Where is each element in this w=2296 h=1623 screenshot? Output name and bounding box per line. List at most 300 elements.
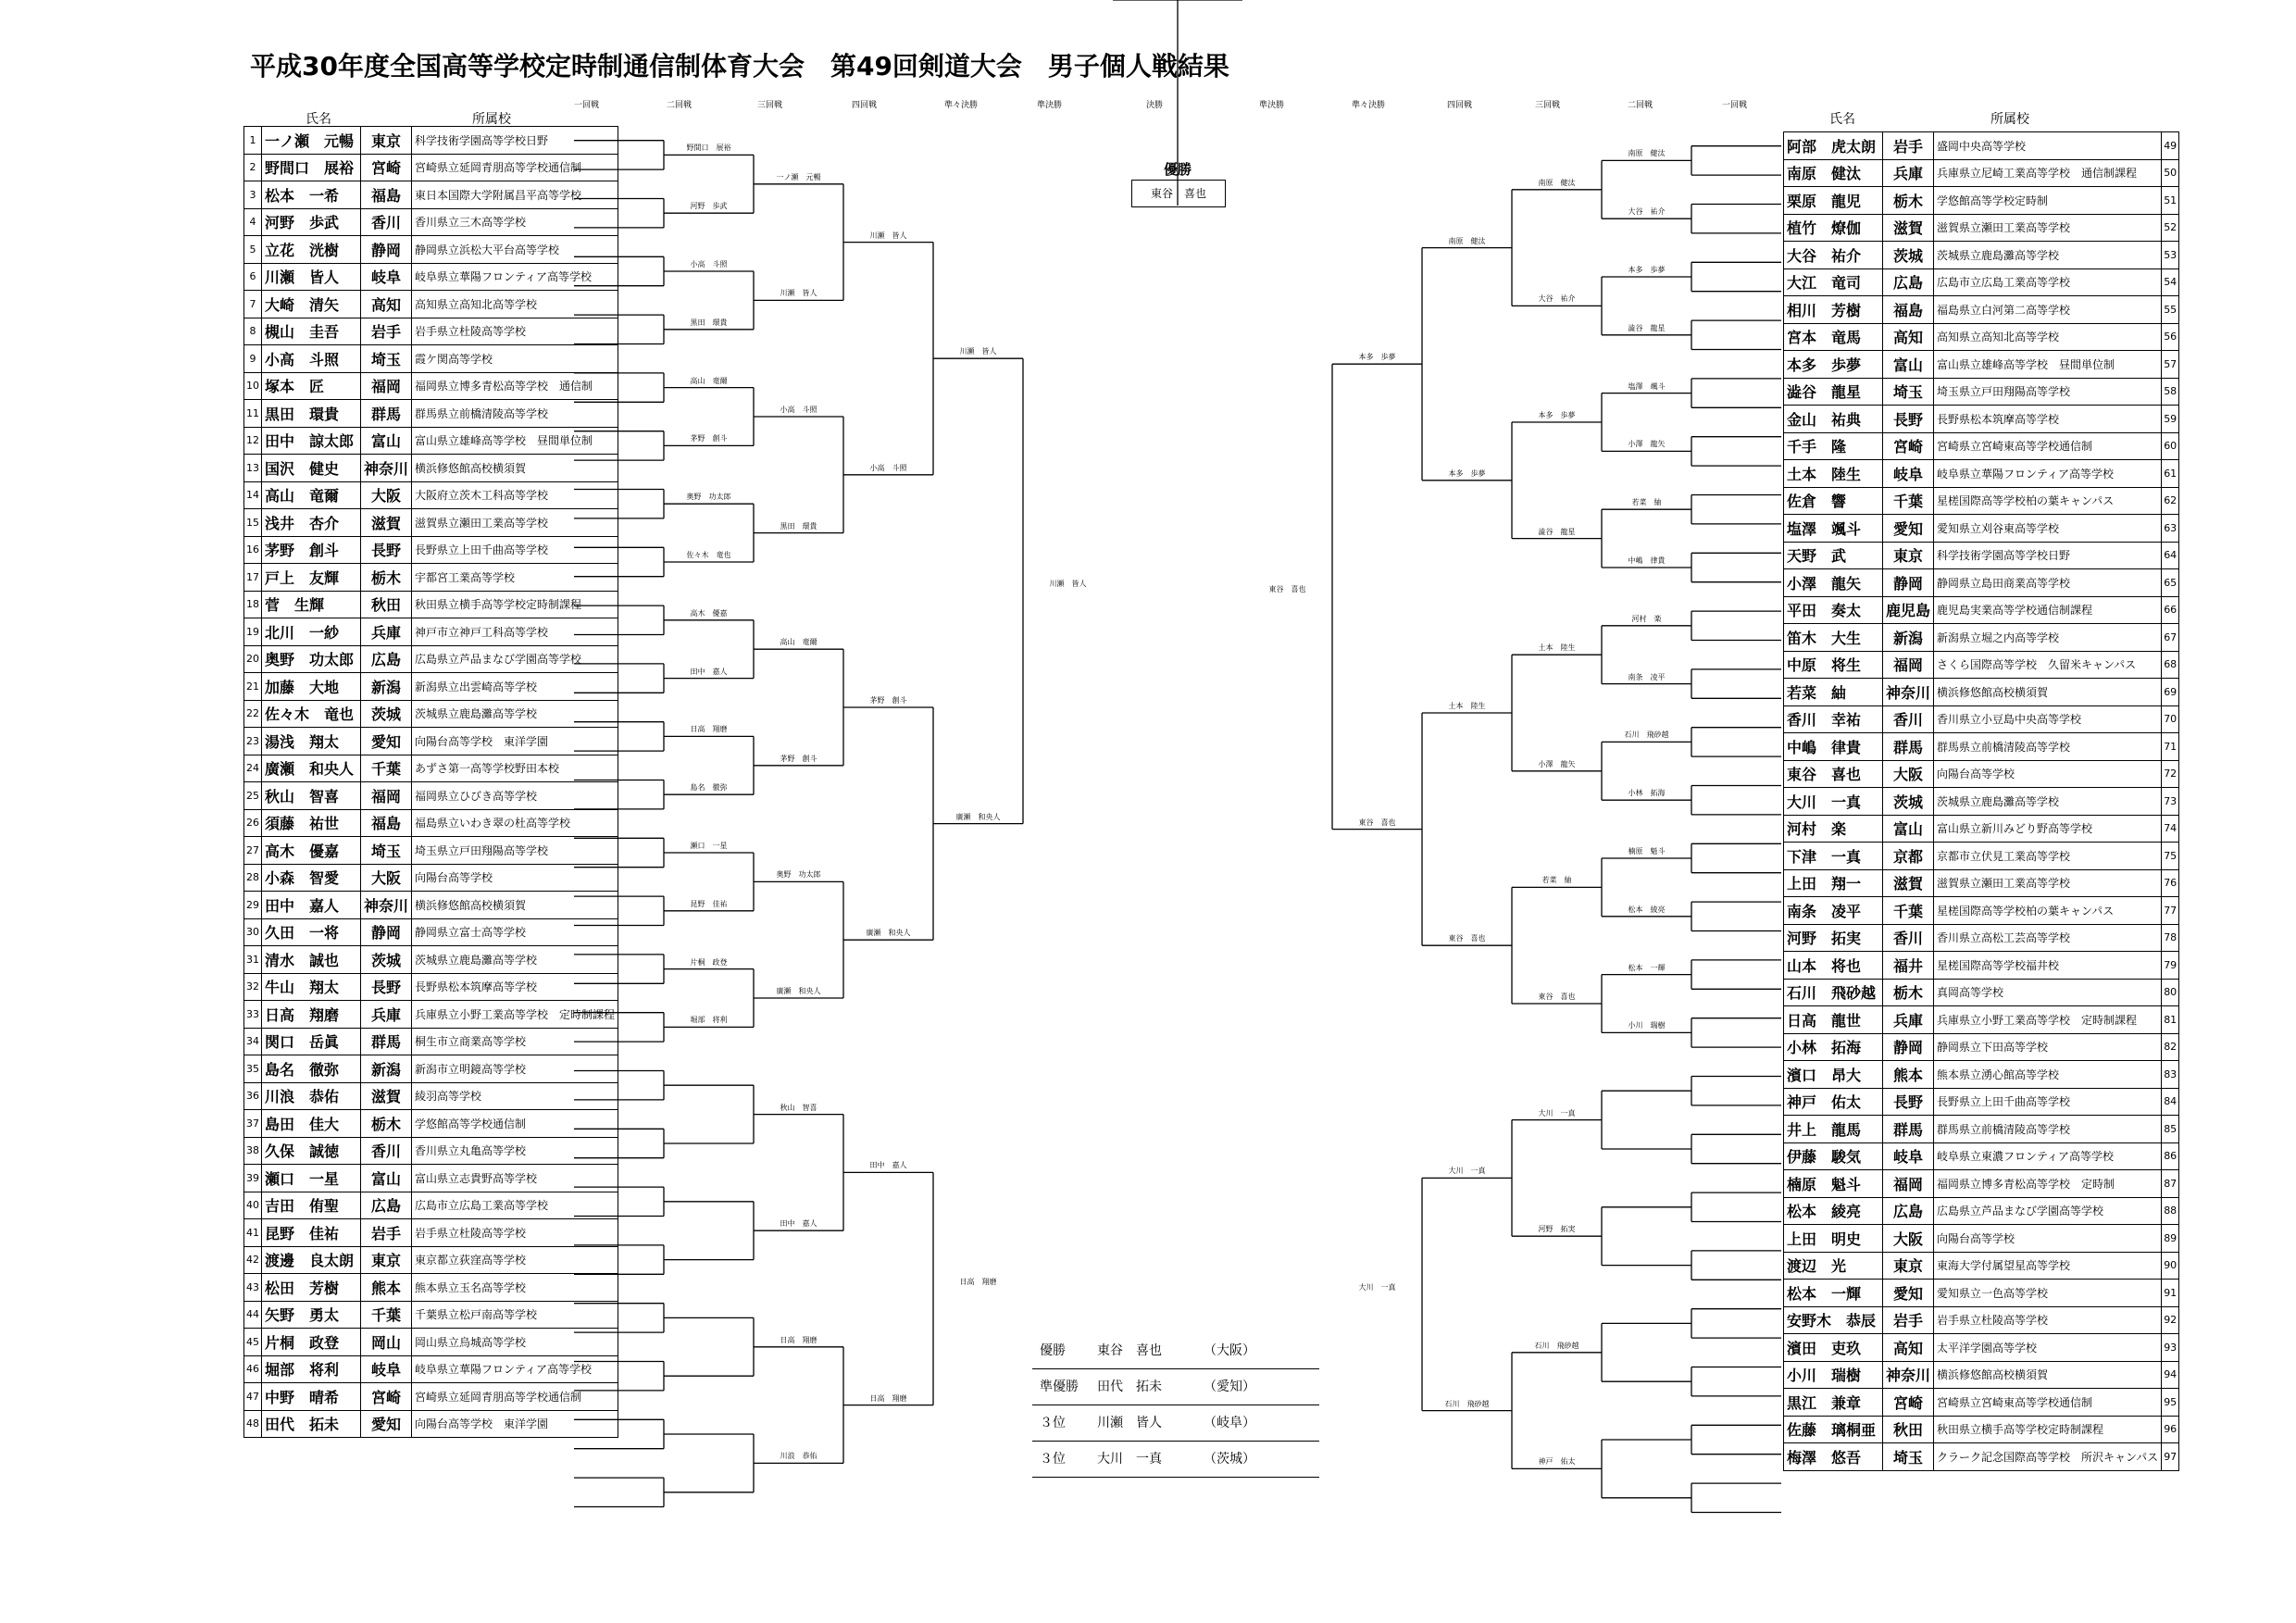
player-name: 井上 龍馬 — [1784, 1116, 1883, 1143]
winner-name: 川瀬 皆人 — [959, 347, 997, 356]
player-prefecture: 大阪 — [1883, 1225, 1934, 1253]
player-prefecture: 熊本 — [1883, 1061, 1934, 1089]
player-name: 久保 誠徳 — [262, 1137, 361, 1165]
player-school: 盛岡中央高等学校 — [1934, 132, 2162, 160]
player-number: 72 — [2162, 760, 2179, 788]
player-name: 日高 翔磨 — [262, 1001, 361, 1029]
player-school: 埼玉県立戸田翔陽高等学校 — [1934, 378, 2162, 406]
player-prefecture: 栃木 — [1883, 187, 1934, 215]
player-prefecture: 栃木 — [1883, 979, 1934, 1006]
player-prefecture: 栃木 — [361, 564, 412, 592]
player-school: クラーク記念国際高等学校 所沢キャンパス — [1934, 1443, 2162, 1471]
player-number: 21 — [244, 673, 262, 701]
winner-name: 本多 歩夢 — [1358, 353, 1396, 362]
winner-name: 茅野 創斗 — [869, 696, 907, 705]
player-number: 71 — [2162, 733, 2179, 761]
player-name: 中嶋 律貴 — [1784, 733, 1883, 761]
winner-name: 河野 拓実 — [1538, 1225, 1576, 1234]
winner-name: 茅野 創斗 — [690, 434, 728, 443]
player-prefecture: 茨城 — [1883, 788, 1934, 816]
player-name: 小林 拓海 — [1784, 1033, 1883, 1061]
player-number: 16 — [244, 536, 262, 564]
player-prefecture: 滋賀 — [361, 1082, 412, 1110]
player-number: 56 — [2162, 323, 2179, 351]
player-prefecture: 大阪 — [361, 864, 412, 892]
player-school: 岩手県立杜陵高等学校 — [412, 318, 618, 345]
player-number: 70 — [2162, 705, 2179, 733]
player-school: 熊本県立湧心館高等学校 — [1934, 1061, 2162, 1089]
player-prefecture: 秋田 — [1883, 1416, 1934, 1443]
player-number: 62 — [2162, 487, 2179, 515]
player-name: 湯浅 翔太 — [262, 728, 361, 755]
player-school: 愛知県立一色高等学校 — [1934, 1280, 2162, 1307]
player-prefecture: 岩手 — [1883, 132, 1934, 160]
player-number: 69 — [2162, 679, 2179, 706]
player-number: 77 — [2162, 897, 2179, 925]
player-prefecture: 愛知 — [361, 1410, 412, 1438]
player-prefecture: 千葉 — [361, 1301, 412, 1329]
player-name: 上田 翔一 — [1784, 869, 1883, 897]
winner-name: 日高 翔磨 — [869, 1393, 907, 1403]
player-school: 富山県立新川みどり野高等学校 — [1934, 815, 2162, 843]
player-name: 笛木 大生 — [1784, 624, 1883, 652]
winner-name: 廣瀬 和央人 — [955, 812, 1001, 821]
player-school: 茨城県立鹿島灘高等学校 — [412, 946, 618, 974]
player-prefecture: 愛知 — [361, 728, 412, 755]
player-prefecture: 兵庫 — [1883, 159, 1934, 187]
player-number: 52 — [2162, 214, 2179, 242]
player-number: 12 — [244, 427, 262, 455]
player-number: 94 — [2162, 1361, 2179, 1389]
winner-name: 小高 斗照 — [780, 406, 817, 414]
player-name: 高木 優嘉 — [262, 837, 361, 865]
player-school: 群馬県立前橋清陵高等学校 — [1934, 1116, 2162, 1143]
player-school: 広島県立芦品まなび学園高等学校 — [1934, 1197, 2162, 1225]
winner-name: 中嶋 律貴 — [1628, 556, 1666, 565]
player-school: さくら国際高等学校 久留米キャンパス — [1934, 651, 2162, 679]
player-name: 金山 祐典 — [1784, 406, 1883, 433]
player-number: 36 — [244, 1082, 262, 1110]
player-prefecture: 千葉 — [1883, 897, 1934, 925]
player-school: 埼玉県立戸田翔陽高等学校 — [412, 837, 618, 865]
player-name: 瀬口 一星 — [262, 1165, 361, 1192]
winner-name: 茅野 創斗 — [780, 754, 817, 763]
player-name: 楠原 魁斗 — [1784, 1170, 1883, 1198]
player-number: 38 — [244, 1137, 262, 1165]
winner-name: 黒田 環貴 — [690, 318, 728, 327]
player-prefecture: 東京 — [1883, 542, 1934, 569]
winner-name: 田中 嘉人 — [690, 667, 728, 676]
winner-name: 小高 斗照 — [869, 463, 907, 472]
player-prefecture: 岐阜 — [361, 1355, 412, 1383]
player-number: 30 — [244, 918, 262, 946]
player-school: 桐生市立商業高等学校 — [412, 1028, 618, 1055]
player-number: 27 — [244, 837, 262, 865]
player-school: 向陽台高等学校 — [1934, 760, 2162, 788]
winner-name: 土本 陸生 — [1448, 702, 1486, 710]
round-header-left: 準々決勝 — [944, 101, 979, 110]
player-school: 群馬県立前橋清陵高等学校 — [1934, 733, 2162, 761]
winner-name: 奥野 功太郎 — [686, 493, 731, 502]
player-school: 長野県松本筑摩高等学校 — [1934, 406, 2162, 433]
player-prefecture: 宮崎 — [1883, 432, 1934, 460]
player-prefecture: 静岡 — [361, 918, 412, 946]
winner-name: 小川 瑞樹 — [1628, 1021, 1666, 1030]
result-label: ３位 — [1040, 1416, 1066, 1430]
player-name: 澁谷 龍星 — [1784, 378, 1883, 406]
player-number: 67 — [2162, 624, 2179, 652]
player-name: 加藤 大地 — [262, 673, 361, 701]
player-name: 佐藤 璃桐亜 — [1784, 1416, 1883, 1443]
player-prefecture: 高知 — [1883, 1334, 1934, 1362]
player-name: 槻山 圭吾 — [262, 318, 361, 345]
player-prefecture: 千葉 — [361, 755, 412, 782]
player-school: 横浜修悠館高校横須賀 — [1934, 1361, 2162, 1389]
player-school: 霞ケ関高等学校 — [412, 345, 618, 373]
player-name: 阿部 虎太朗 — [1784, 132, 1883, 160]
player-prefecture: 香川 — [1883, 705, 1934, 733]
player-name: 河村 楽 — [1784, 815, 1883, 843]
player-name: 野間口 展裕 — [262, 154, 361, 181]
player-number: 89 — [2162, 1225, 2179, 1253]
player-prefecture: 静岡 — [1883, 1033, 1934, 1061]
player-school: 秋田県立横手高等学校定時制課程 — [1934, 1416, 2162, 1443]
player-number: 6 — [244, 263, 262, 291]
player-prefecture: 茨城 — [1883, 242, 1934, 269]
round-header-right: 準決勝 — [1259, 101, 1285, 110]
player-prefecture: 富山 — [1883, 351, 1934, 379]
player-prefecture: 神奈川 — [1883, 679, 1934, 706]
result-name: 大川 一真 — [1097, 1452, 1162, 1467]
round-header-left: 一回戦 — [574, 101, 600, 110]
winner-name: 日高 翔磨 — [690, 725, 728, 734]
player-prefecture: 熊本 — [361, 1274, 412, 1302]
player-number: 11 — [244, 400, 262, 428]
player-number: 8 — [244, 318, 262, 345]
player-school: 鹿児島実業高等学校通信制課程 — [1934, 596, 2162, 624]
result-prefecture: （岐阜） — [1204, 1416, 1255, 1430]
result-name: 田代 拓未 — [1097, 1380, 1162, 1394]
player-name: 小森 智愛 — [262, 864, 361, 892]
player-name: 黒田 環貴 — [262, 400, 361, 428]
player-school: 福岡県立博多青松高等学校 通信制 — [412, 372, 618, 400]
player-school: 愛知県立刈谷東高等学校 — [1934, 515, 2162, 543]
player-school: 兵庫県立尼崎工業高等学校 通信制課程 — [1934, 159, 2162, 187]
player-school: 茨城県立鹿島灘高等学校 — [1934, 788, 2162, 816]
winner-name: 塩澤 颯斗 — [1628, 381, 1666, 391]
player-name: 神戸 佑太 — [1784, 1088, 1883, 1116]
player-school: 東海大学付属望星高等学校 — [1934, 1252, 2162, 1280]
player-school: 横浜修悠館高校横須賀 — [412, 892, 618, 919]
winner-name: 本多 歩夢 — [1538, 411, 1576, 419]
player-school: 向陽台高等学校 東洋学園 — [412, 728, 618, 755]
player-name: 南条 凌平 — [1784, 897, 1883, 925]
winner-name: 河村 楽 — [1631, 614, 1662, 623]
player-prefecture: 福島 — [361, 181, 412, 209]
player-number: 82 — [2162, 1033, 2179, 1061]
player-prefecture: 長野 — [361, 536, 412, 564]
player-school: 向陽台高等学校 — [412, 864, 618, 892]
player-name: 下津 一真 — [1784, 843, 1883, 870]
winner-name: 日高 翔磨 — [780, 1335, 817, 1344]
player-name: 梅澤 悠吾 — [1784, 1443, 1883, 1471]
player-school: 広島県立芦品まなび学園高等学校 — [412, 645, 618, 673]
player-prefecture: 長野 — [1883, 1088, 1934, 1116]
player-school: 群馬県立前橋清陵高等学校 — [412, 400, 618, 428]
player-name: 日高 龍世 — [1784, 1006, 1883, 1034]
player-number: 35 — [244, 1055, 262, 1083]
player-school: 岐阜県立東濃フロンティア高等学校 — [1934, 1142, 2162, 1170]
winner-name: 南原 健汰 — [1448, 236, 1486, 245]
player-prefecture: 福岡 — [361, 372, 412, 400]
player-number: 31 — [244, 946, 262, 974]
player-name: 小高 斗照 — [262, 345, 361, 373]
result-label: 優勝 — [1040, 1343, 1066, 1358]
winner-name: 河野 歩武 — [690, 202, 728, 211]
winner-name: 川瀬 皆人 — [869, 231, 907, 240]
player-number: 61 — [2162, 460, 2179, 488]
player-name: 牛山 翔太 — [262, 973, 361, 1001]
player-prefecture: 兵庫 — [361, 1001, 412, 1029]
player-school: 新潟県立出雲崎高等学校 — [412, 673, 618, 701]
player-prefecture: 広島 — [1883, 1197, 1934, 1225]
champion-label: 優勝 — [1163, 161, 1192, 178]
winner-name: 大川 一真 — [1358, 1283, 1396, 1292]
player-name: 相川 芳樹 — [1784, 296, 1883, 324]
winner-name: 島名 徹弥 — [690, 783, 728, 793]
winner-name: 石川 飛砂越 — [1444, 1399, 1490, 1408]
player-number: 59 — [2162, 406, 2179, 433]
winner-name: 一ノ瀬 元暢 — [776, 172, 821, 181]
winner-name: 東谷 喜也 — [1538, 993, 1576, 1001]
player-prefecture: 静岡 — [1883, 569, 1934, 597]
winner-name: 澁谷 龍星 — [1628, 323, 1666, 332]
player-name: 佐々木 竜也 — [262, 700, 361, 728]
player-school: 広島市立広島工業高等学校 — [412, 1192, 618, 1219]
player-school: 滋賀県立瀬田工業高等学校 — [412, 509, 618, 537]
player-prefecture: 栃木 — [361, 1110, 412, 1138]
player-name: 清水 誠也 — [262, 946, 361, 974]
winner-name: 本多 歩夢 — [1448, 468, 1486, 478]
player-prefecture: 福岡 — [1883, 651, 1934, 679]
player-number: 47 — [244, 1383, 262, 1411]
player-prefecture: 新潟 — [361, 673, 412, 701]
player-school: 高知県立高知北高等学校 — [1934, 323, 2162, 351]
player-prefecture: 愛知 — [1883, 515, 1934, 543]
player-number: 2 — [244, 154, 262, 181]
player-number: 81 — [2162, 1006, 2179, 1034]
player-prefecture: 兵庫 — [361, 618, 412, 646]
player-school: 科学技術学園高等学校日野 — [1934, 542, 2162, 569]
player-number: 74 — [2162, 815, 2179, 843]
player-name: 若菜 紬 — [1784, 679, 1883, 706]
player-number: 10 — [244, 372, 262, 400]
player-school: 横浜修悠館高校横須賀 — [1934, 679, 2162, 706]
player-number: 87 — [2162, 1170, 2179, 1198]
player-number: 39 — [244, 1165, 262, 1192]
player-school: 静岡県立下田高等学校 — [1934, 1033, 2162, 1061]
player-name: 関口 岳眞 — [262, 1028, 361, 1055]
round-header-left: 準決勝 — [1037, 101, 1063, 110]
winner-name: 田中 嘉人 — [869, 1161, 907, 1170]
player-name: 堀部 将利 — [262, 1355, 361, 1383]
winner-name: 大川 一真 — [1538, 1108, 1576, 1117]
player-school: 香川県立丸亀高等学校 — [412, 1137, 618, 1165]
player-name: 塚本 匠 — [262, 372, 361, 400]
player-prefecture: 宮崎 — [361, 1383, 412, 1411]
winner-name: 秋山 智喜 — [780, 1103, 817, 1112]
player-prefecture: 福島 — [361, 809, 412, 837]
player-prefecture: 千葉 — [1883, 487, 1934, 515]
player-number: 73 — [2162, 788, 2179, 816]
player-number: 93 — [2162, 1334, 2179, 1362]
result-name: 川瀬 皆人 — [1097, 1416, 1162, 1430]
player-prefecture: 新潟 — [1883, 624, 1934, 652]
player-number: 64 — [2162, 542, 2179, 569]
result-row — [1032, 1369, 1319, 1405]
player-school: 静岡県立富士高等学校 — [412, 918, 618, 946]
winner-name: 田中 嘉人 — [780, 1219, 817, 1229]
player-prefecture: 福岡 — [361, 782, 412, 810]
player-school: 長野県立上田千曲高等学校 — [412, 536, 618, 564]
winner-name: 澁谷 龍星 — [1538, 527, 1576, 536]
results-summary — [1032, 1333, 1319, 1478]
player-prefecture: 秋田 — [361, 591, 412, 618]
player-name: 川瀬 皆人 — [262, 263, 361, 291]
player-name: 田代 拓未 — [262, 1410, 361, 1438]
player-school: 京都市立伏見工業高等学校 — [1934, 843, 2162, 870]
player-name: 東谷 喜也 — [1784, 760, 1883, 788]
player-name: 河野 歩武 — [262, 208, 361, 236]
player-name: 一ノ瀬 元暢 — [262, 127, 361, 155]
player-school: 香川県立小豆島中央高等学校 — [1934, 705, 2162, 733]
player-name: 河野 拓実 — [1784, 924, 1883, 952]
winner-name: 小林 拓海 — [1628, 789, 1666, 798]
player-school: 熊本県立玉名高等学校 — [412, 1274, 618, 1302]
player-name: 上田 明史 — [1784, 1225, 1883, 1253]
winner-name: 高山 竜爾 — [690, 376, 728, 385]
player-name: 川浪 恭佑 — [262, 1082, 361, 1110]
player-school: 福島県立いわき翠の杜高等学校 — [412, 809, 618, 837]
player-school: 新潟市立明鏡高等学校 — [412, 1055, 618, 1083]
player-name: 立花 洸樹 — [262, 236, 361, 264]
round-header-right: 四回戦 — [1447, 101, 1473, 110]
player-prefecture: 高知 — [361, 291, 412, 318]
winner-name: 佐々木 竜也 — [686, 551, 731, 559]
player-name: 戸上 友輝 — [262, 564, 361, 592]
player-number: 90 — [2162, 1252, 2179, 1280]
player-name: 秋山 智喜 — [262, 782, 361, 810]
round-header-left: 四回戦 — [852, 101, 878, 110]
winner-name: 川瀬 皆人 — [780, 289, 817, 298]
player-prefecture: 滋賀 — [1883, 214, 1934, 242]
winner-name: 土本 陸生 — [1538, 643, 1576, 653]
player-number: 58 — [2162, 378, 2179, 406]
player-school: 香川県立高松工芸高等学校 — [1934, 924, 2162, 952]
school-header-left: 所属校 — [472, 112, 511, 127]
player-school: 岐阜県立華陽フロンティア高等学校 — [412, 263, 618, 291]
winner-name: 奥野 功太郎 — [776, 870, 821, 880]
player-school: 富山県立雄峰高等学校 昼間単位制 — [1934, 351, 2162, 379]
player-prefecture: 福井 — [1883, 952, 1934, 980]
winner-name: 小澤 龍矢 — [1538, 759, 1576, 768]
result-prefecture: （大阪） — [1204, 1343, 1255, 1358]
player-name: 塩澤 颯斗 — [1784, 515, 1883, 543]
winner-name: 野間口 展裕 — [686, 144, 731, 153]
player-prefecture: 群馬 — [361, 1028, 412, 1055]
player-name: 千手 隆 — [1784, 432, 1883, 460]
player-name: 中野 晴希 — [262, 1383, 361, 1411]
player-name: 大谷 祐介 — [1784, 242, 1883, 269]
player-prefecture: 長野 — [1883, 406, 1934, 433]
player-prefecture: 埼玉 — [1883, 1443, 1934, 1471]
player-prefecture: 群馬 — [1883, 1116, 1934, 1143]
player-prefecture: 岐阜 — [361, 263, 412, 291]
winner-name: 大川 一真 — [1448, 1167, 1486, 1176]
player-name: 安野木 恭辰 — [1784, 1306, 1883, 1334]
player-name: 植竹 燎伽 — [1784, 214, 1883, 242]
player-number: 32 — [244, 973, 262, 1001]
player-name: 天野 武 — [1784, 542, 1883, 569]
player-prefecture: 東京 — [361, 127, 412, 155]
player-school: 太平洋学園高等学校 — [1934, 1334, 2162, 1362]
player-prefecture: 兵庫 — [1883, 1006, 1934, 1034]
winner-name: 昆野 佳祐 — [690, 899, 728, 908]
player-prefecture: 広島 — [361, 645, 412, 673]
player-number: 85 — [2162, 1116, 2179, 1143]
player-number: 66 — [2162, 596, 2179, 624]
winner-name: 小澤 龍矢 — [1628, 440, 1666, 449]
player-number: 19 — [244, 618, 262, 646]
winner-name: 楠原 魁斗 — [1628, 847, 1666, 855]
player-school: 岩手県立杜陵高等学校 — [1934, 1306, 2162, 1334]
player-school: 静岡県立浜松大平台高等学校 — [412, 236, 618, 264]
player-school: 長野県立上田千曲高等学校 — [1934, 1088, 2162, 1116]
winner-name: 片桐 政登 — [690, 957, 728, 967]
player-number: 43 — [244, 1274, 262, 1302]
player-school: あずさ第一高等学校野田本校 — [412, 755, 618, 782]
player-prefecture: 香川 — [361, 208, 412, 236]
champion-name: 東谷 喜也 — [1131, 180, 1226, 207]
player-name: 栗原 龍児 — [1784, 187, 1883, 215]
round-header-final: 決勝 — [1146, 101, 1164, 110]
player-school: 科学技術学園高等学校日野 — [412, 127, 618, 155]
player-name: 須藤 祐世 — [262, 809, 361, 837]
winner-name: 本多 歩夢 — [1628, 266, 1666, 274]
player-name: 大江 竜司 — [1784, 268, 1883, 296]
player-number: 86 — [2162, 1142, 2179, 1170]
player-name: 田中 諒太郎 — [262, 427, 361, 455]
player-prefecture: 東京 — [1883, 1252, 1934, 1280]
player-number: 83 — [2162, 1061, 2179, 1089]
winner-name: 南条 凌平 — [1628, 672, 1666, 681]
player-name: 島田 佳大 — [262, 1110, 361, 1138]
player-school: 宇都宮工業高等学校 — [412, 564, 618, 592]
player-number: 1 — [244, 127, 262, 155]
result-prefecture: （愛知） — [1204, 1380, 1255, 1394]
player-prefecture: 静岡 — [361, 236, 412, 264]
player-name: 大崎 清矢 — [262, 291, 361, 318]
winner-name: 東谷 喜也 — [1448, 934, 1486, 943]
round-header-left: 二回戦 — [667, 101, 693, 110]
player-school: 真岡高等学校 — [1934, 979, 2162, 1006]
player-prefecture: 岩手 — [361, 318, 412, 345]
winner-name: 東谷 喜也 — [1358, 818, 1396, 827]
player-school: 富山県立雄峰高等学校 昼間単位制 — [412, 427, 618, 455]
player-school: 兵庫県立小野工業高等学校 定時制課程 — [412, 1001, 618, 1029]
player-number: 84 — [2162, 1088, 2179, 1116]
player-name: 濱田 吏玖 — [1784, 1334, 1883, 1362]
